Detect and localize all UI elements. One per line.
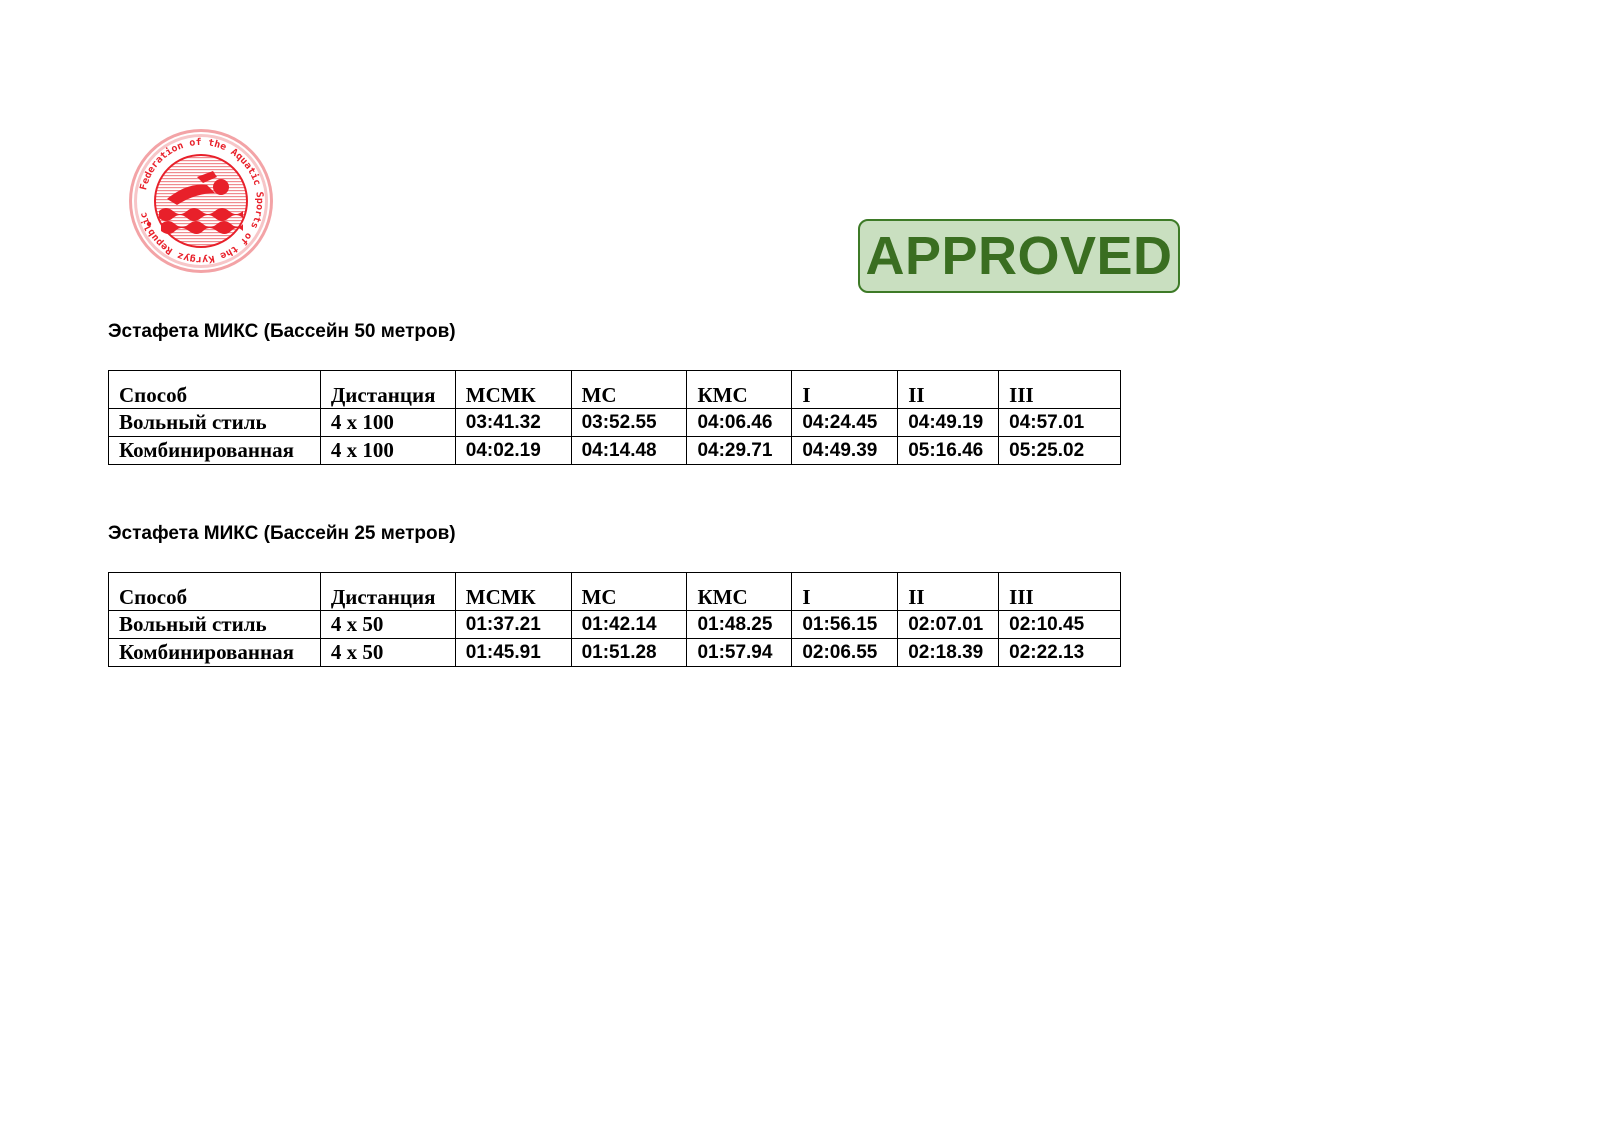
col-header-kms: КМС — [687, 371, 792, 409]
time-cell-rank-2: 04:49.19 — [898, 409, 999, 437]
time-cell-msmk: 01:37.21 — [455, 611, 571, 639]
logo-ring-text: Federation of the Aquatic Sports of the Kyrgyz Republic — [138, 136, 266, 266]
time-cell-rank-1: 02:06.55 — [792, 639, 898, 667]
distance-cell: 4 x 100 — [320, 409, 455, 437]
col-header-kms: КМС — [687, 573, 792, 611]
col-header-style: Способ — [109, 573, 321, 611]
time-cell-kms: 04:29.71 — [687, 437, 792, 465]
time-cell-msmk: 03:41.32 — [455, 409, 571, 437]
col-header-ms: МС — [571, 573, 687, 611]
time-cell-ms: 03:52.55 — [571, 409, 687, 437]
federation-logo — [127, 127, 275, 275]
distance-cell: 4 x 50 — [320, 611, 455, 639]
time-cell-kms: 01:57.94 — [687, 639, 792, 667]
col-header-rank-3: III — [999, 371, 1121, 409]
col-header-ms: МС — [571, 371, 687, 409]
distance-cell: 4 x 50 — [320, 639, 455, 667]
approved-stamp: APPROVED — [858, 219, 1180, 293]
time-cell-rank-3: 02:22.13 — [999, 639, 1121, 667]
norms-table-50m — [108, 370, 1121, 465]
table-header-row — [109, 371, 1121, 409]
time-cell-rank-3: 04:57.01 — [999, 409, 1121, 437]
time-cell-kms: 01:48.25 — [687, 611, 792, 639]
table-row — [109, 611, 1121, 639]
time-cell-rank-1: 01:56.15 — [792, 611, 898, 639]
time-cell-rank-1: 04:49.39 — [792, 437, 898, 465]
table-header-row — [109, 573, 1121, 611]
style-cell: Вольный стиль — [109, 611, 321, 639]
time-cell-rank-3: 05:25.02 — [999, 437, 1121, 465]
style-cell: Комбинированная — [109, 639, 321, 667]
time-cell-rank-2: 02:18.39 — [898, 639, 999, 667]
col-header-msmk: МСМК — [455, 371, 571, 409]
distance-cell: 4 x 100 — [320, 437, 455, 465]
col-header-rank-2: II — [898, 573, 999, 611]
time-cell-msmk: 04:02.19 — [455, 437, 571, 465]
table-row — [109, 437, 1121, 465]
col-header-distance: Дистанция — [320, 573, 455, 611]
time-cell-kms: 04:06.46 — [687, 409, 792, 437]
time-cell-ms: 04:14.48 — [571, 437, 687, 465]
time-cell-ms: 01:51.28 — [571, 639, 687, 667]
col-header-msmk: МСМК — [455, 573, 571, 611]
time-cell-rank-2: 05:16.46 — [898, 437, 999, 465]
col-header-rank-2: II — [898, 371, 999, 409]
col-header-rank-1: I — [792, 371, 898, 409]
table-row — [109, 409, 1121, 437]
norms-table-25m — [108, 572, 1121, 667]
table-row — [109, 639, 1121, 667]
col-header-rank-1: I — [792, 573, 898, 611]
time-cell-ms: 01:42.14 — [571, 611, 687, 639]
time-cell-rank-1: 04:24.45 — [792, 409, 898, 437]
table-title-25m: Эстафета МИКС (Бассейн 25 метров) — [108, 523, 456, 544]
col-header-style: Способ — [109, 371, 321, 409]
style-cell: Комбинированная — [109, 437, 321, 465]
col-header-distance: Дистанция — [320, 371, 455, 409]
time-cell-rank-2: 02:07.01 — [898, 611, 999, 639]
col-header-rank-3: III — [999, 573, 1121, 611]
time-cell-msmk: 01:45.91 — [455, 639, 571, 667]
table-title-50m: Эстафета МИКС (Бассейн 50 метров) — [108, 321, 456, 342]
style-cell: Вольный стиль — [109, 409, 321, 437]
time-cell-rank-3: 02:10.45 — [999, 611, 1121, 639]
